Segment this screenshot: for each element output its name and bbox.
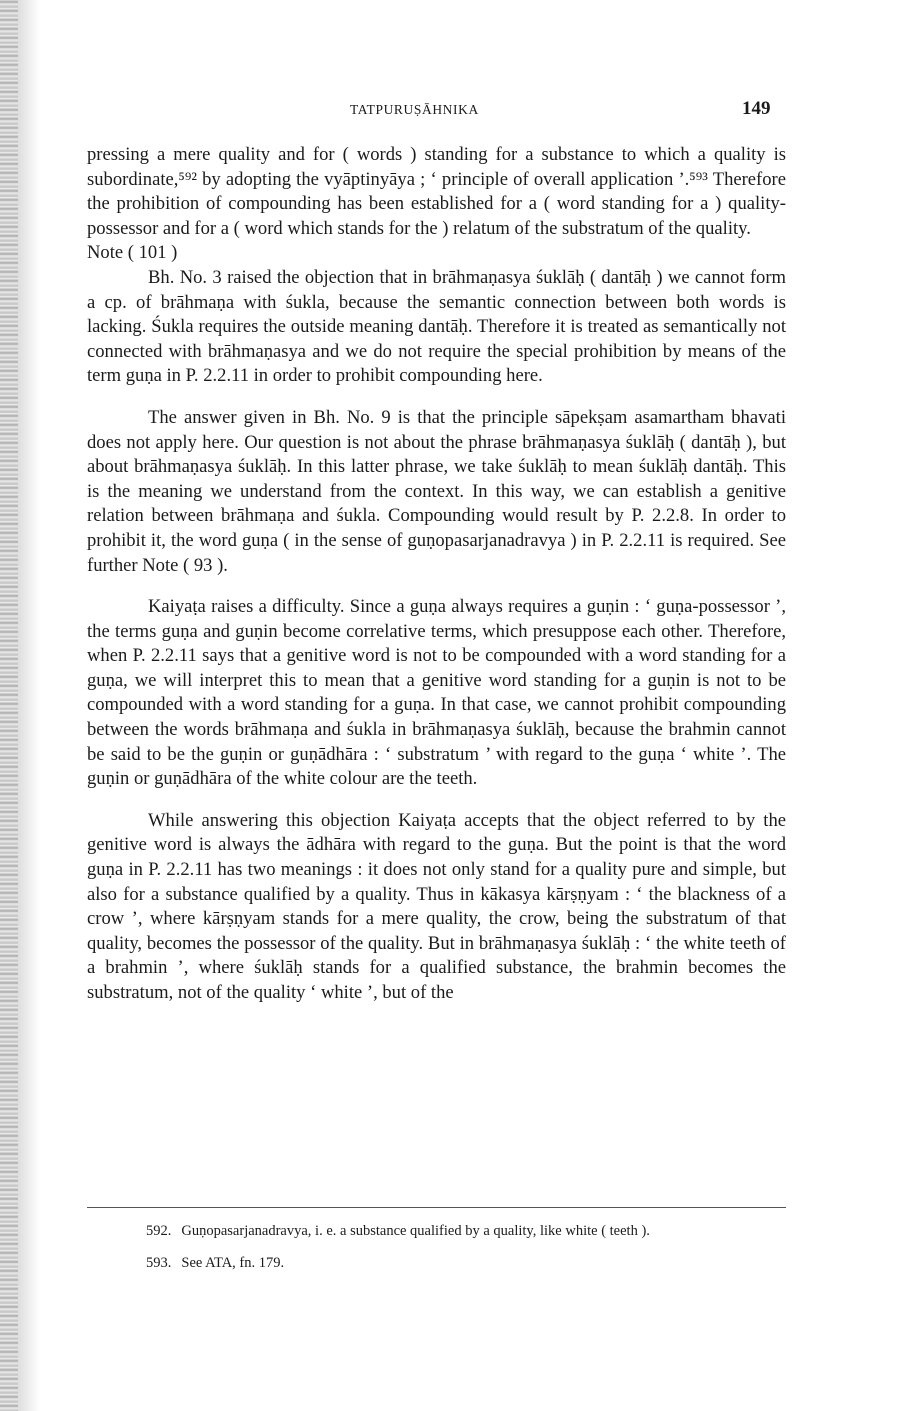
paragraph-bh-objection: Bh. No. 3 raised the objection that in brāhmaṇasya śuklāḥ ( dantāḥ ) we cannot form a cp. of brāhmaṇa with śukla, because the semantic connection between both words is lacking. Śukla requires the outside meaning dantāḥ. Therefore it is treated as semantically not connected with brāhmaṇasya and we do not require the special prohibition by means of the term guṇa in P. 2.2.11 in order to prohibit compounding here. bbox=[87, 266, 786, 387]
footnote bbox=[87, 1221, 786, 1241]
footnote-divider bbox=[87, 1207, 786, 1208]
page-body bbox=[87, 143, 786, 1006]
paragraph-kaiyata-answer: While answering this objection Kaiyaṭa accepts that the object referred to by the genitive word is always the ādhāra with regard to the guṇa. But the point is that the word guṇa in P. 2.2.11 has two meanings : it does not only stand for a quality pure and simple, but also for a substance qualified by a quality. Thus in kākasya kārṣṇyam : ‘ the blackness of a crow ’, where kārṣṇyam stands for a mere quality, the crow, being the substratum of that quality, becomes the possessor of the quality. But in brāhmaṇasya śuklāḥ : ‘ the white teeth of a brahmin ’, where śuklāḥ stands for a qualified substance, the brahmin becomes the substratum, not of the quality ‘ white ’, but of the bbox=[87, 809, 786, 1003]
note-heading: Note ( 101 ) bbox=[87, 242, 178, 264]
footnote-text: See ATA, fn. 179. bbox=[181, 1255, 285, 1271]
footnote bbox=[87, 1253, 786, 1273]
footnote-number: 593. bbox=[146, 1255, 172, 1271]
scan-binding-edge bbox=[0, 0, 18, 1411]
running-title: TATPURUṢĀHNIKA bbox=[350, 102, 479, 117]
footnote-number: 592. bbox=[146, 1223, 172, 1239]
paragraph-kaiyata-difficulty: Kaiyaṭa raises a difficulty. Since a guṇa always requires a guṇin : ‘ guṇa-possessor ’, the terms guṇa and guṇin become correlative terms, which presuppose each other. Therefore, when P. 2.2.11 says that a genitive word is not to be compounded with a word standing for a guṇa, we will interpret this to mean that a genitive word standing for a guṇin is not to be compounded with a word standing for a guṇa. In that case, we cannot prohibit compounding between the words brāhmaṇa and śukla in brāhmaṇasya śuklāḥ, because the brahmin cannot be said to be the guṇin or guṇādhāra : ‘ substratum ’ with regard to the guṇa ‘ white ’. The guṇin or guṇādhāra of the white colour are the teeth. bbox=[87, 596, 786, 790]
footnotes bbox=[87, 1221, 786, 1273]
running-header bbox=[0, 98, 897, 122]
scan-binding-shadow bbox=[18, 0, 40, 1411]
page-number: 149 bbox=[742, 98, 771, 119]
paragraph-continuation: pressing a mere quality and for ( words ) standing for a substance to which a quality is subordinate,⁵⁹² by adopting the vyāptinyāya ; ‘ principle of overall application ’.⁵⁹³ Therefore the prohibition of compounding has been established for a ( word standing for a ) quality-possessor and for a ( word which stands for the ) relatum of the substratum of the quality. bbox=[87, 144, 786, 239]
footnote-text: Guṇopasarjanadravya, i. e. a substance qualified by a quality, like white ( teeth ). bbox=[181, 1223, 650, 1239]
paragraph-bh-answer: The answer given in Bh. No. 9 is that the principle sāpekṣam asamartham bhavati does not apply here. Our question is not about the phrase brāhmaṇasya śuklāḥ ( dantāḥ ), but about brāhmaṇasya śuklāḥ. In this latter phrase, we take śuklāḥ to mean śuklāḥ dantāḥ. This is the meaning we understand from the context. In this way, we can establish a genitive relation between brāhmaṇa and śukla. Compounding would result by P. 2.2.8. In order to prohibit it, the word guṇa ( in the sense of guṇopasarjanadravya ) in P. 2.2.11 is required. See further Note ( 93 ). bbox=[87, 406, 786, 576]
